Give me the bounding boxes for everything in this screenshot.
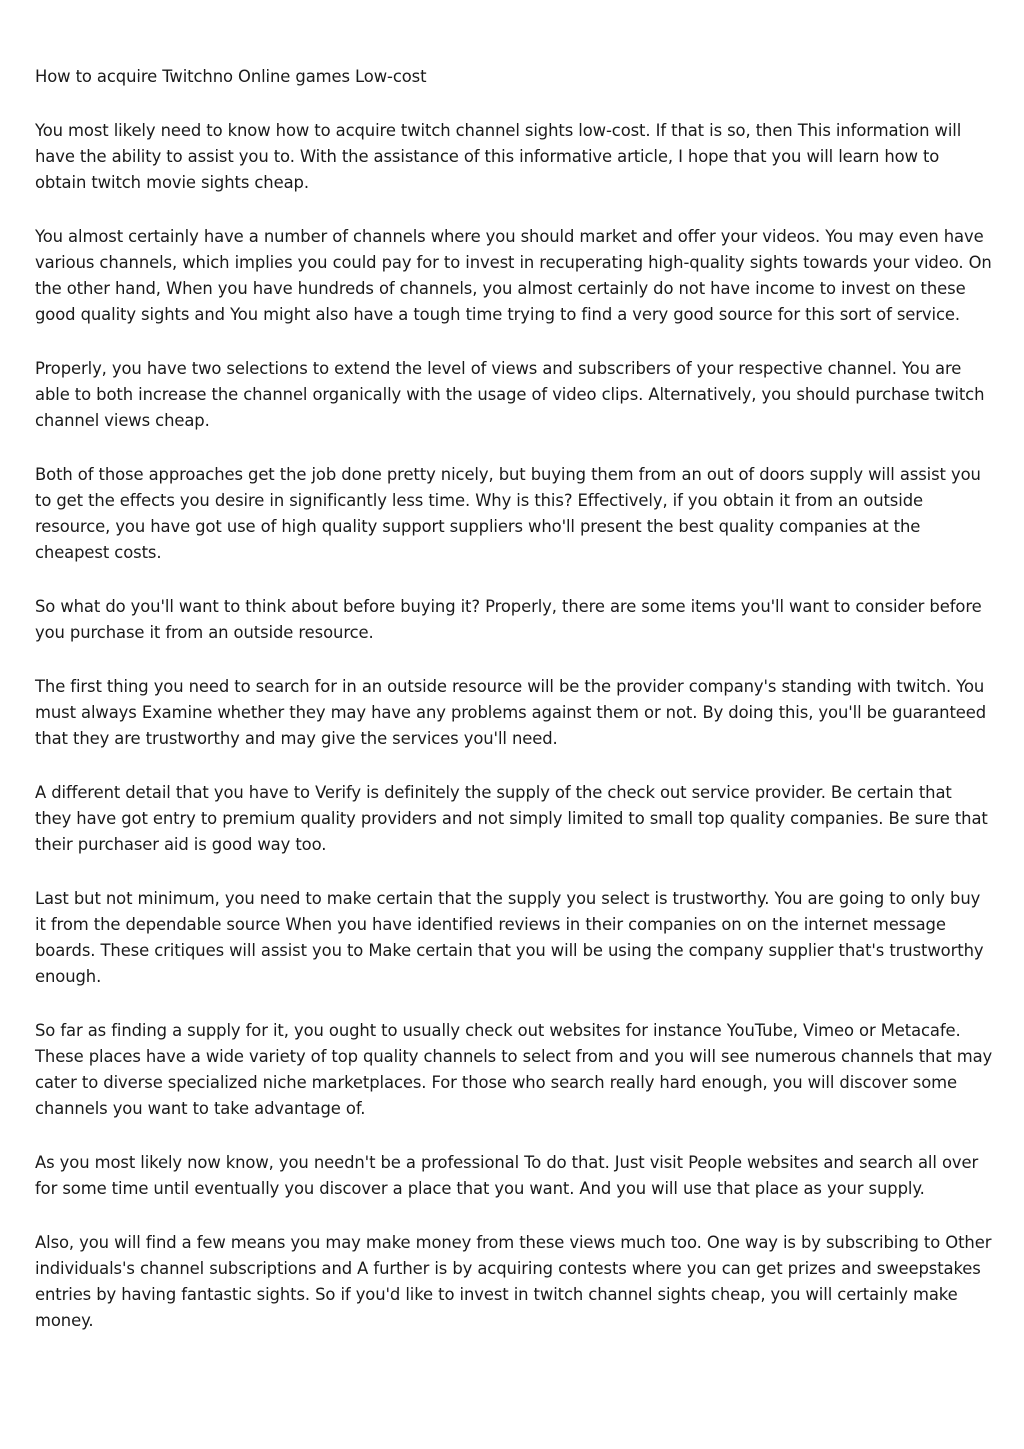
- paragraph-5: So what do you'll want to think about before buying it? Properly, there are some items you'll want to consider before you purchase it from an outside resource.: [35, 597, 982, 642]
- document-title: How to acquire Twitchno Online games Low-cost: [35, 67, 427, 86]
- paragraph-10: As you most likely now know, you needn't be a professional To do that. Just visit People websites and search all over for some time until eventually you discover a place that you want. And you will use that place as your supply.: [35, 1153, 979, 1198]
- paragraph-11: Also, you will find a few means you may make money from these views much too. One way is by subscribing to Other individuals's channel subscriptions and A further is by acquiring contests where you can get prizes and sweepstakes entries by having fantastic sights. So if you'd like to invest in twitch channel sights cheap, you will certainly make money.: [35, 1233, 992, 1330]
- paragraph-9: So far as finding a supply for it, you ought to usually check out websites for instance YouTube, Vimeo or Metacafe. These places have a wide variety of top quality channels to select from and you will see numerous channels that may cater to diverse specialized niche marketplaces. For those who search really hard enough, you will discover some channels you want to take advantage of.: [35, 1021, 993, 1118]
- paragraph-3: Properly, you have two selections to extend the level of views and subscribers of your respective channel. You are able to both increase the channel organically with the usage of video clips. Alternatively, you should purchase twitch channel views cheap.: [35, 359, 985, 430]
- paragraph-2: You almost certainly have a number of channels where you should market and offer your videos. You may even have various channels, which implies you could pay for to invest in recuperating high-quality sights towards your video. On the other hand, When you have hundreds of channels, you almost certainly do not have income to invest on these good quality sights and You might also have a tough time trying to find a very good source for this sort of service.: [35, 227, 992, 324]
- paragraph-1: You most likely need to know how to acquire twitch channel sights low-cost. If that is so, then This information will have the ability to assist you to. With the assistance of this informative article, I hope that you will learn how to obtain twitch movie sights cheap.: [35, 121, 962, 192]
- paragraph-7: A different detail that you have to Verify is definitely the supply of the check out service provider. Be certain that they have got entry to premium quality providers and not simply limited to small top quality companies. Be sure that their purchaser aid is good way too.: [35, 783, 988, 854]
- paragraph-6: The first thing you need to search for in an outside resource will be the provider company's standing with twitch. You must always Examine whether they may have any problems against them or not. By doing this, you'll be guaranteed that they are trustworthy and may give the services you'll need.: [35, 677, 987, 748]
- document-page: [35, 64, 993, 1362]
- paragraph-4: Both of those approaches get the job done pretty nicely, but buying them from an out of doors supply will assist you to get the effects you desire in significantly less time. Why is this? Effectively, if you obtain it from an outside resource, you have got use of high quality support suppliers who'll present the best quality companies at the cheapest costs.: [35, 465, 981, 562]
- paragraph-8: Last but not minimum, you need to make certain that the supply you select is trustworthy. You are going to only buy it from the dependable source When you have identified reviews in their companies on on the internet message boards. These critiques will assist you to Make certain that you will be using the company supplier that's trustworthy enough.: [35, 889, 984, 986]
